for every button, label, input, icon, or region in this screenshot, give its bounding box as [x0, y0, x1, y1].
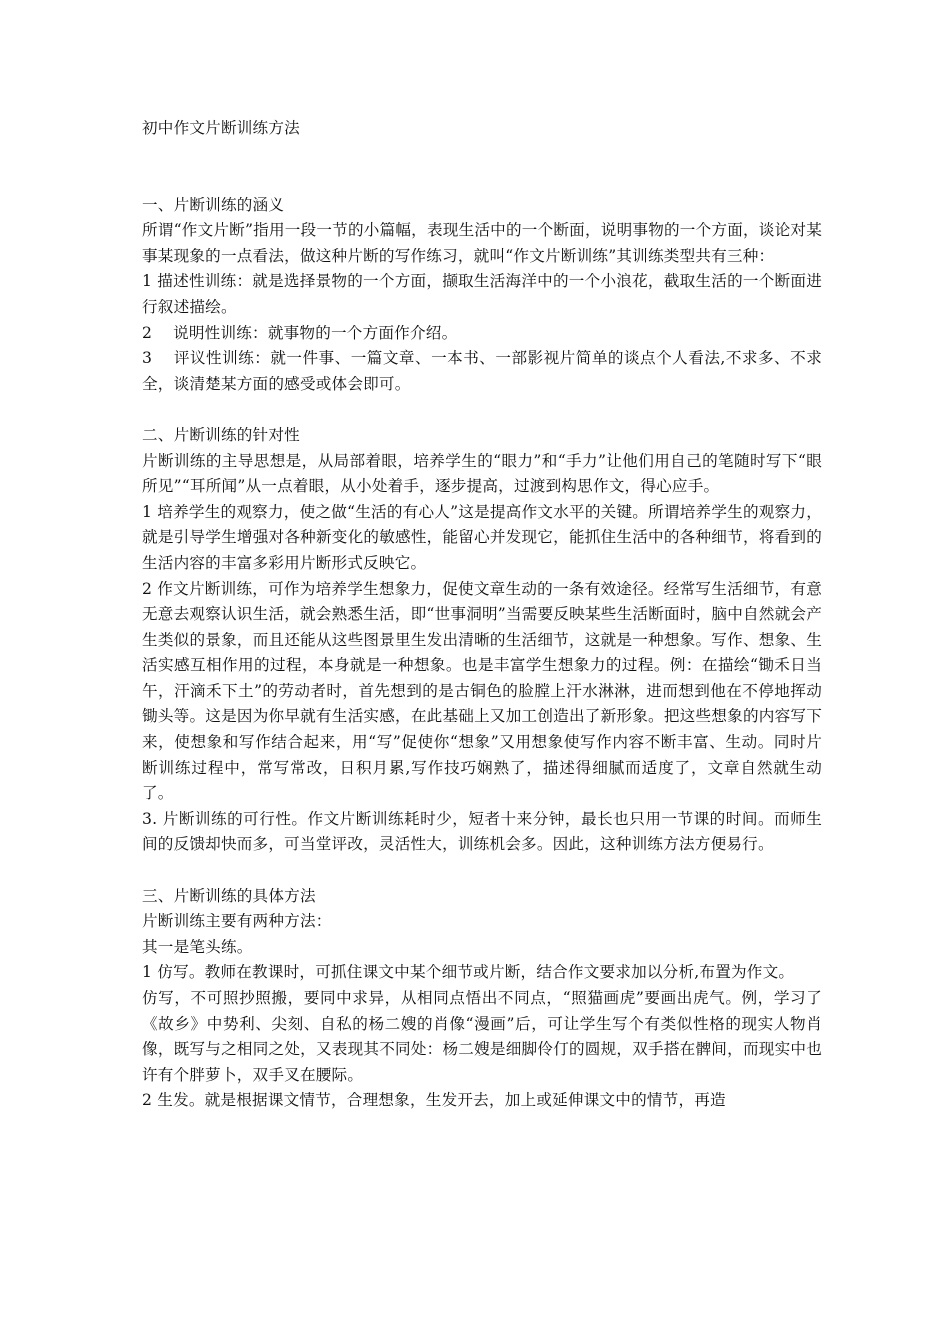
paragraph: 1 描述性训练：就是选择景物的一个方面，撷取生活海洋中的一个小浪花，截取生活的一个断面进行叙述描绘。 [142, 272, 822, 316]
section-1 [142, 193, 822, 398]
paragraph: 1 仿写。教师在教课时，可抓住课文中某个细节或片断，结合作文要求加以分析,布置为作文。 [142, 963, 795, 982]
section-2 [142, 423, 822, 858]
spacer [142, 858, 822, 884]
document-body [142, 116, 822, 1114]
document-title: 初中作文片断训练方法 [142, 119, 300, 137]
paragraph: 其一是笔头练。 [142, 937, 253, 956]
paragraph: 片断训练主要有两种方法： [142, 912, 332, 931]
paragraph: 3. 片断训练的可行性。作文片断训练耗时少，短者十来分钟，最长也只用一节课的时间。而师生间的反馈却快而多，可当堂评改，灵活性大，训练机会多。因此，这种训练方法方便易行。 [142, 809, 822, 854]
paragraph: 片断训练的主导思想是，从局部着眼，培养学生的“眼力”和“手力”让他们用自己的笔随时写下“眼所见”“耳所闻”从一点着眼，从小处着手，逐步提高，过渡到构思作文，得心应手。 [142, 451, 822, 496]
paragraph: 2 生发。就是根据课文情节，合理想象，生发开去，加上或延伸课文中的情节，再造 [142, 1091, 726, 1110]
paragraph: 所谓“作文片断”指用一段一节的小篇幅，表现生活中的一个断面，说明事物的一个方面，谈论对某事某现象的一点看法，做这种片断的写作练习，就叫“作文片断训练”其训练类型共有三种： [142, 221, 822, 265]
section-heading: 二、片断训练的针对性 [142, 425, 300, 444]
paragraph: 3 评议性训练：就一件事、一篇文章、一本书、一部影视片简单的谈点个人看法,不求多、不求全，谈清楚某方面的感受或体会即可。 [142, 349, 822, 393]
paragraph: 2 作文片断训练，可作为培养学生想象力，促使文章生动的一条有效途径。经常写生活细节，有意无意去观察认识生活，就会熟悉生活，即“世事洞明”当需要反映某些生活断面时，脑中自然就会产生类似的景象，而且还能从这些图景里生发出清晰的生活细节，这就是一种想象。写作、想象、生活实感互相作用的过程，本身就是一种想象。也是丰富学生想象力的过程。例：在描绘“锄禾日当午，汗滴禾下土”的劳动者时，首先想到的是古铜色的脸膛上汗水淋淋，进而想到他在不停地挥动锄头等。这是因为你早就有生活实感，在此基础上又加工创造出了新形象。把这些想象的内容写下来，使想象和写作结合起来，用“写”促使你“想象”又用想象使写作内容不断丰富、生动。同时片断训练过程中，常写常改，日积月累,写作技巧娴熟了，描述得细腻而适度了，文章自然就生动了。 [142, 579, 822, 803]
spacer [142, 142, 822, 193]
paragraph: 2 说明性训练：就事物的一个方面作介绍。 [142, 323, 458, 342]
spacer [142, 397, 822, 423]
paragraph: 1 培养学生的观察力，使之做“生活的有心人”这是提高作文水平的关键。所谓培养学生的观察力，就是引导学生增强对各种新变化的敏感性，能留心并发现它，能抓住生活中的各种细节，将看到的生活内容的丰富多彩用片断形式反映它。 [142, 502, 822, 572]
section-heading: 一、片断训练的涵义 [142, 195, 285, 214]
section-heading: 三、片断训练的具体方法 [142, 886, 316, 905]
section-3 [142, 884, 822, 1114]
paragraph: 仿写，不可照抄照搬，要同中求异，从相同点悟出不同点，“照猫画虎”要画出虎气。例，学习了《故乡》中势利、尖刻、自私的杨二嫂的肖像“漫画”后，可让学生写个有类似性格的现实人物肖像，既写与之相同之处，又表现其不同处：杨二嫂是细脚伶仃的圆规，双手搭在髀间，而现实中也许有个胖萝卜，双手叉在腰际。 [142, 989, 822, 1084]
